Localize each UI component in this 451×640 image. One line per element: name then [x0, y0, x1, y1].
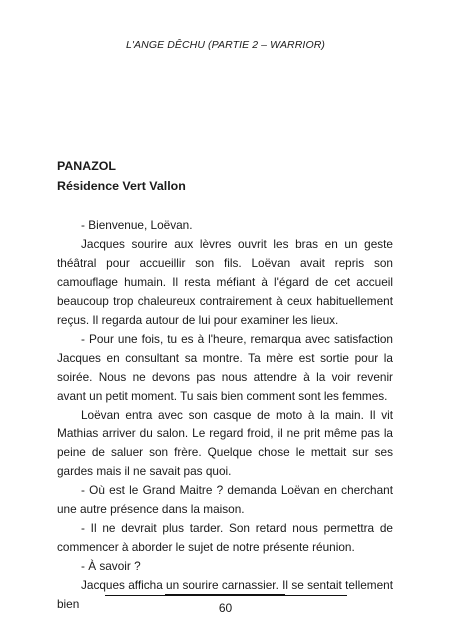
- section-location: Résidence Vert Vallon: [57, 179, 186, 193]
- paragraph: Jacques sourire aux lèvres ouvrit les bras en un geste théâtral pour accueillir son fils. Loëvan avait repris son camouflage humain. Il resta méfiant à l'égard de cet accueil beaucoup trop chaleureux contrairement à ceux habituellement reçus. Il regarda autour de lui pour examiner les lieux.: [57, 236, 393, 327]
- paragraph: Jacques afficha un sourire carnassier. Il se sentait tellement bien: [57, 578, 393, 612]
- body-text: [57, 216, 393, 614]
- paragraph: - Il ne devrait plus tarder. Son retard nous permettra de commencer à aborder le sujet de notre présente réunion.: [57, 521, 393, 555]
- paragraph: - À savoir ?: [81, 559, 141, 574]
- section-heading: [57, 156, 186, 196]
- paragraph: - Où est le Grand Maitre ? demanda Loëvan en cherchant une autre présence dans la maison.: [57, 483, 393, 517]
- running-header: L'ANGE DÊCHU (PARTIE 2 – WARRIOR): [125, 39, 325, 51]
- paragraph: - Bienvenue, Loëvan.: [81, 218, 193, 232]
- paragraph: - Pour une fois, tu es à l'heure, remarqua avec satisfaction Jacques en consultant sa montre. Ta mère est sortie pour la soirée. Nous ne devons pas nous attendre à la voir revenir avant un petit moment. Tu sais bien comment sont les femmes.: [57, 331, 393, 403]
- section-place: PANAZOL: [57, 159, 116, 173]
- page-number: 60: [218, 601, 233, 615]
- footer-rule: [105, 595, 347, 596]
- paragraph: Loëvan entra avec son casque de moto à la main. Il vit Mathias arriver du salon. Le regard froid, il ne prit même pas la peine de saluer son frère. Quelque chose le mettait sur ses gardes mais il ne savait pas quoi.: [57, 407, 393, 479]
